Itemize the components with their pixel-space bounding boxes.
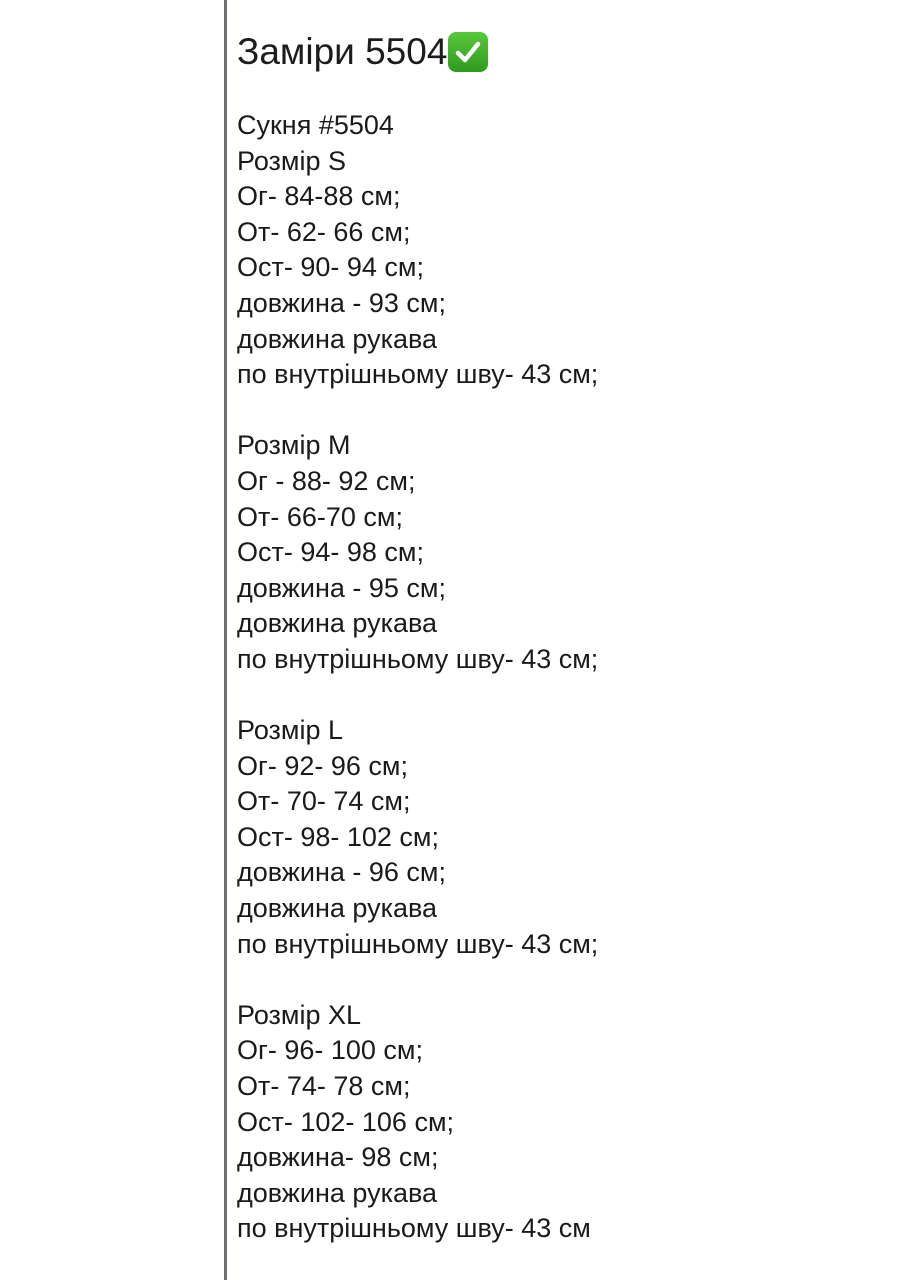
measurement-line: довжина - 93 см; (237, 287, 446, 318)
measurement-line: довжина рукава (237, 1177, 438, 1208)
measurement-line: Ог- 96- 100 см; (237, 1035, 423, 1066)
size-label: Розмір XL (237, 999, 362, 1030)
measurement-line: От- 74- 78 см; (237, 1071, 411, 1102)
measurement-line: довжина рукава (237, 323, 438, 354)
measurement-line: довжина рукава (237, 893, 438, 924)
measurement-line: Ост- 98- 102 см; (237, 821, 439, 852)
measurement-line: Ог- 84-88 см; (237, 181, 401, 212)
size-label: Розмір S (237, 145, 347, 176)
page-title (237, 26, 488, 78)
measurement-line: Ост- 102- 106 см; (237, 1106, 455, 1137)
measurement-line: Ог- 92- 96 см; (237, 750, 408, 781)
measurement-line: От- 66-70 см; (237, 501, 403, 532)
size-label: Розмір L (237, 715, 344, 746)
measurement-line: Ост- 94- 98 см; (237, 537, 424, 568)
size-block-xl (237, 998, 598, 1247)
measurement-line: Ост- 90- 94 см; (237, 252, 424, 283)
measurement-line: по внутрішньому шву- 43 см (237, 1213, 591, 1244)
measurement-line: Ог - 88- 92 см; (237, 465, 416, 496)
size-block-l (237, 713, 598, 962)
product-name: Сукня #5504 (237, 110, 394, 140)
measurement-line: по внутрішньому шву- 43 см; (237, 359, 599, 390)
measurement-line: по внутрішньому шву- 43 см; (237, 643, 599, 674)
measurement-line: довжина - 95 см; (237, 572, 446, 603)
measurement-line: От- 62- 66 см; (237, 216, 411, 247)
left-divider-line (224, 0, 227, 1280)
check-mark-button-icon (448, 32, 488, 72)
measurement-line: довжина рукава (237, 608, 438, 639)
size-block-m (237, 428, 598, 677)
measurement-line: по внутрішньому шву- 43 см; (237, 928, 599, 959)
measurement-line: довжина- 98 см; (237, 1142, 439, 1173)
title-text: Заміри 5504 (237, 31, 448, 72)
size-block-s (237, 144, 598, 393)
measurements-text (237, 108, 598, 1247)
size-label: Розмір M (237, 430, 351, 461)
measurement-line: довжина - 96 см; (237, 857, 446, 888)
measurement-line: От- 70- 74 см; (237, 786, 411, 817)
